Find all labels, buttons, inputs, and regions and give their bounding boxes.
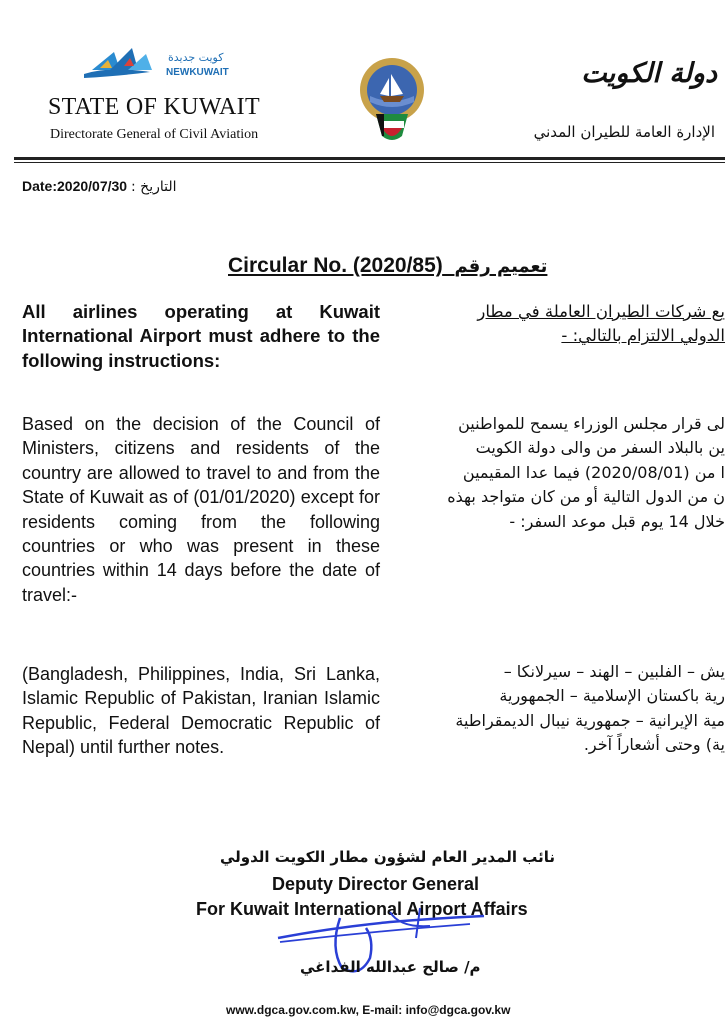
paragraph-1-en: Based on the decision of the Council of Ministers, citizens and residents of the country are allowed to travel to and from the State of Kuwait as of (01/01/2020) except for residents coming from the following countries or who was present in these countries within 14 days before the date of travel:- [22, 414, 380, 605]
instructions-en: All airlines operating at Kuwait International Airport must adhere to the following instructions: [22, 301, 380, 371]
paragraph-2-ar-line: مية الإيرانية – جمهورية نيبال الديمقراطية [455, 710, 725, 730]
paragraph-1-ar-line: لى قرار مجلس الوزراء يسمح للمواطنين [458, 414, 725, 433]
dgca-title-ar: الإدارة العامة للطيران المدني [533, 123, 715, 141]
paragraph-2-en: (Bangladesh, Philippines, India, Sri Lanka, Islamic Republic of Pakistan, Iranian Islamic Republic, Federal Democratic Republic of Nepal) until further notes. [22, 664, 380, 758]
date-label-en: Date: [22, 178, 58, 194]
instructions-ar-line: يع شركات الطيران العاملة في مطار [477, 302, 725, 321]
paragraph-2-ar-line: رية باكستان الإسلامية – الجمهورية [499, 686, 725, 706]
footer-contact: www.dgca.gov.com.kw, E-mail: info@dgca.gov.kw [226, 1003, 511, 1017]
signatory-title-ar: نائب المدير العام لشؤون مطار الكويت الدولي [220, 848, 556, 866]
paragraph-1-ar-line: ن من الدول التالية أو من كان متواجد بهذه [447, 487, 725, 507]
paragraph-1-ar-line: ا من (2020/08/01) فيما عدا المقيمين [462, 462, 725, 482]
circular-label-en: Circular No. (2020/85) [228, 254, 443, 277]
date-value: 2020/07/30 [57, 178, 128, 194]
logo-text-ar: كويت جديدة [168, 51, 224, 64]
instructions-ar [405, 300, 725, 349]
signatory-name-ar: م/ صالح عبدالله الفداغي [300, 958, 481, 976]
newkuwait-logo [80, 44, 240, 84]
circular-title [228, 254, 547, 278]
paragraph-2-ar-line: ية) وحتى أشعاراً آخر. [583, 735, 725, 755]
date-label-ar: : التاريخ [130, 179, 177, 195]
paragraph-1-ar [405, 412, 725, 534]
dgca-title-en: Directorate General of Civil Aviation [50, 127, 259, 142]
instructions-ar-line: الدولي الالتزام بالتالي: - [561, 326, 725, 346]
paragraph-1-ar-line: ين بالبلاد السفر من والى دولة الكويت [475, 438, 725, 458]
paragraph-1-ar-line: خلال 14 يوم قبل موعد السفر: - [509, 511, 725, 531]
kuwait-emblem-icon [356, 56, 428, 144]
signatory-title-en-line1: Deputy Director General [272, 874, 480, 894]
paragraph-2-ar [405, 660, 725, 758]
logo-text-en: NEWKUWAIT [166, 67, 229, 78]
signatory-title-en-line2: For Kuwait International Airport Affairs [196, 899, 528, 919]
date-line [22, 178, 177, 195]
state-title-en: STATE OF KUWAIT [48, 94, 260, 120]
state-title-ar: دولة الكويت [581, 58, 717, 89]
paragraph-2-ar-line: يش – الفلبين – الهند – سيرلانكا – [503, 662, 725, 681]
header-divider-thin [14, 162, 725, 163]
header-divider [14, 157, 725, 160]
circular-label-ar: تعميم رقم [454, 256, 548, 277]
